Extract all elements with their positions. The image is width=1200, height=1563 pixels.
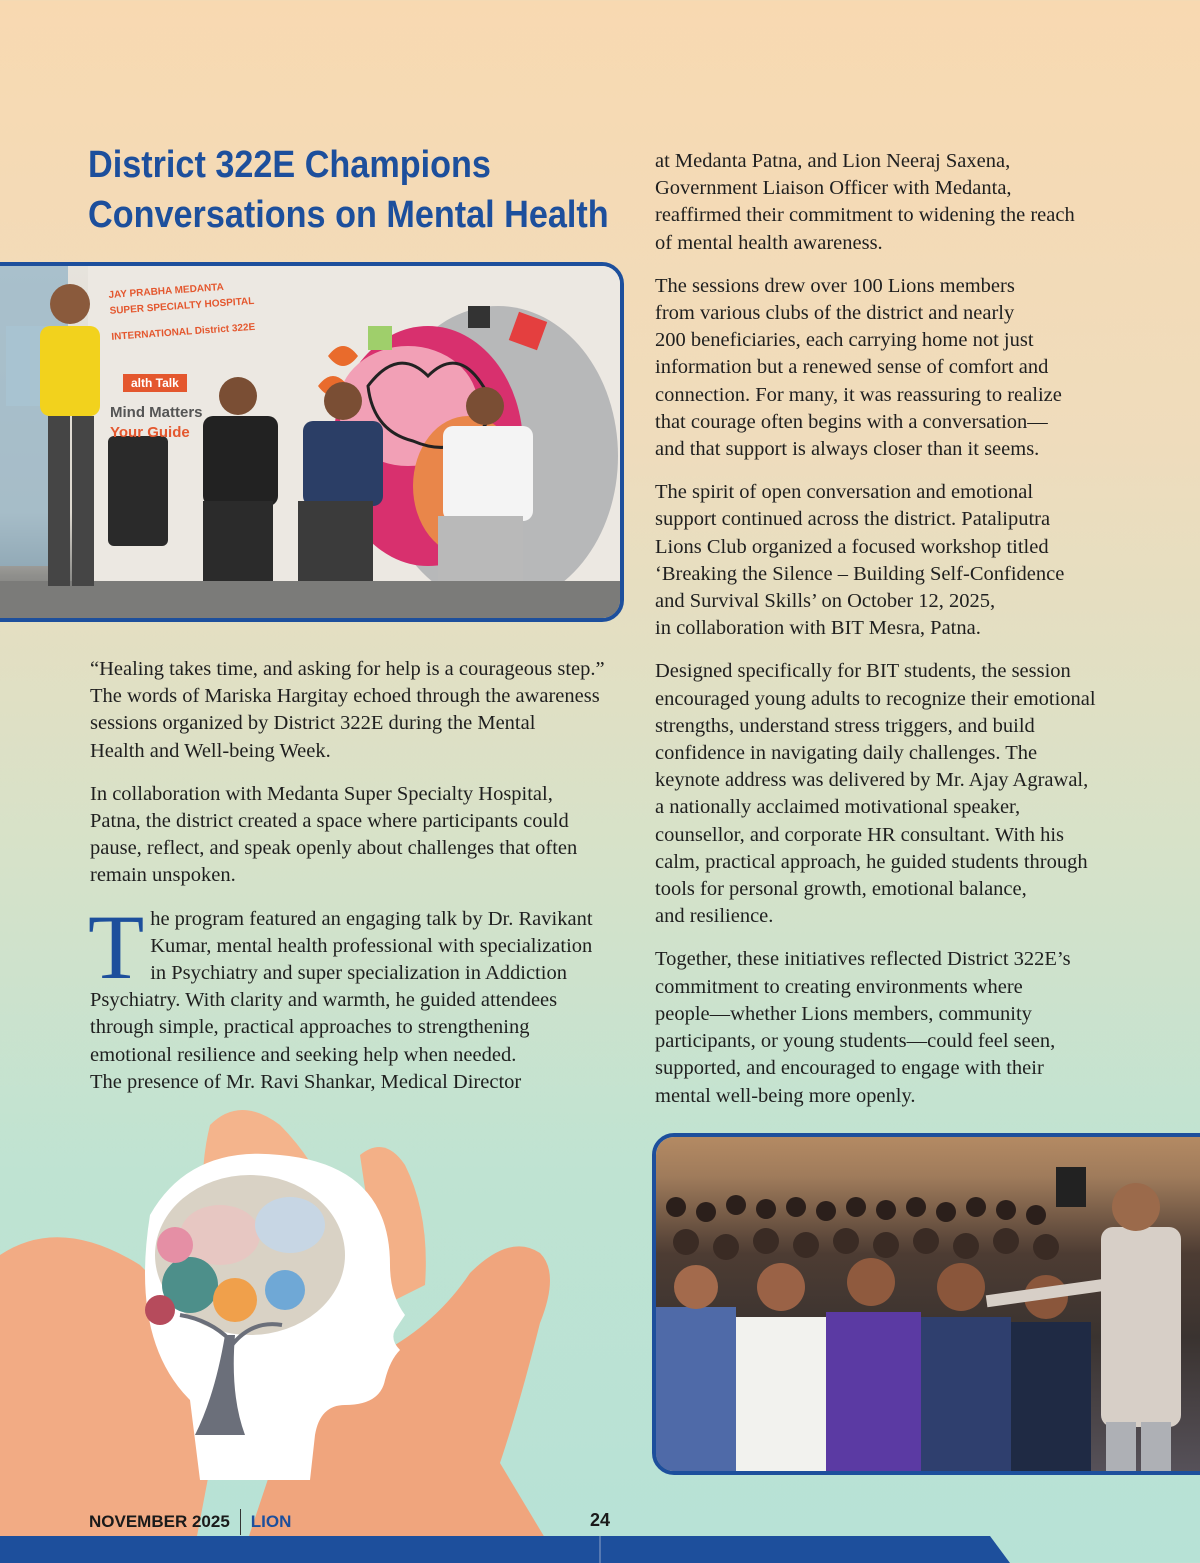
- right-paragraph-1: [655, 148, 1125, 257]
- text-line: in collaboration with BIT Mesra, Patna.: [655, 617, 981, 640]
- text-line: Lions Club organized a focused workshop titled: [655, 535, 1049, 558]
- text-line: at Medanta Patna, and Lion Neeraj Saxena,: [655, 150, 1011, 172]
- text-line: 200 beneficiaries, each carrying home not just: [655, 329, 1034, 352]
- text-line: Patna, the district created a space where participants could: [90, 810, 569, 833]
- text-line: in Psychiatry and super specialization in Addiction: [150, 962, 567, 985]
- text-line: confidence in navigating daily challenges. The: [655, 742, 1038, 765]
- text-line: reaffirmed their commitment to widening the reach: [655, 204, 1075, 227]
- text-line: ‘Breaking the Silence – Building Self-Confidence: [655, 562, 1065, 585]
- text-line: Kumar, mental health professional with specialization: [150, 934, 593, 957]
- text-line: In collaboration with Medanta Super Specialty Hospital,: [90, 782, 553, 805]
- banner-title-block: [110, 403, 203, 443]
- banner-tag: alth Talk: [123, 374, 187, 392]
- audience-photo: [652, 1133, 1200, 1475]
- banner-line-1: JAY PRABHA MEDANTA: [108, 281, 225, 301]
- text-line: remain unspoken.: [90, 864, 236, 887]
- text-line: keynote address was delivered by Mr. Ajay Agrawal,: [655, 769, 1089, 792]
- text-line: connection. For many, it was reassuring to realize: [655, 383, 1062, 406]
- text-line: through simple, practical approaches to strengthening: [90, 1016, 530, 1039]
- footer-divider: [240, 1509, 241, 1535]
- text-line: “Healing takes time, and asking for help is a courageous step.”: [90, 658, 605, 680]
- banner-title: Mind Matters: [110, 404, 203, 421]
- drop-cap: T: [88, 895, 145, 998]
- text-line: and Survival Skills’ on October 12, 2025,: [655, 590, 996, 613]
- hands-brain-illustration: [0, 1105, 560, 1563]
- page-number: 24: [589, 1510, 611, 1530]
- text-line: mental well-being more openly.: [655, 1084, 916, 1107]
- text-line: emotional resilience and seeking help when needed.: [90, 1043, 517, 1066]
- right-column: [655, 148, 1125, 1126]
- text-line: The presence of Mr. Ravi Shankar, Medical Director: [90, 1070, 522, 1093]
- text-line: supported, and encouraged to engage with their: [655, 1057, 1044, 1080]
- bottom-bar: [0, 1536, 1200, 1563]
- panel-scene: [0, 266, 624, 622]
- text-line: pause, reflect, and speak openly about challenges that often: [90, 837, 578, 860]
- left-paragraph-3: [88, 895, 630, 1096]
- text-line: support continued across the district. Pataliputra: [655, 508, 1051, 531]
- text-line: Health and Well-being Week.: [90, 739, 331, 762]
- right-paragraph-5: [655, 946, 1125, 1109]
- text-line: that courage often begins with a conversation—: [655, 410, 1048, 433]
- text-line: commitment to creating environments where: [655, 975, 1023, 998]
- text-line: strengths, understand stress triggers, and build: [655, 714, 1035, 737]
- text-line: and resilience.: [655, 905, 774, 928]
- text-line: he program featured an engaging talk by Dr. Ravikant: [150, 907, 593, 930]
- text-line: sessions organized by District 322E during the Mental: [90, 712, 536, 735]
- text-line: encouraged young adults to recognize their emotional: [655, 687, 1096, 710]
- headline-line-2: Conversations on Mental Health: [88, 194, 609, 236]
- text-line: and that support is always closer than it seems.: [655, 438, 1040, 461]
- text-line: from various clubs of the district and nearly: [655, 302, 1015, 325]
- text-line: information but a renewed sense of comfort and: [655, 356, 1049, 379]
- text-line: counsellor, and corporate HR consultant. With his: [655, 823, 1065, 846]
- banner-subtitle: Your Guide: [110, 424, 190, 441]
- banner-line-2: SUPER SPECIALTY HOSPITAL: [109, 295, 255, 317]
- headline-line-1: District 322E Champions: [88, 144, 491, 186]
- text-line: of mental health awareness.: [655, 231, 883, 254]
- left-paragraph-2: [90, 781, 630, 890]
- text-line: people—whether Lions members, community: [655, 1002, 1032, 1025]
- text-line: The spirit of open conversation and emotional: [655, 481, 1034, 504]
- text-line: Psychiatry. With clarity and warmth, he guided attendees: [90, 989, 558, 1012]
- text-line: a nationally acclaimed motivational speaker,: [655, 796, 1021, 819]
- audience-scene: [656, 1137, 1200, 1475]
- issue-date: NOVEMBER 2025: [89, 1512, 230, 1531]
- text-line: calm, practical approach, he guided students through: [655, 850, 1088, 873]
- text-line: The words of Mariska Hargitay echoed through the awareness: [90, 685, 600, 708]
- text-line: The sessions drew over 100 Lions members: [655, 274, 1015, 297]
- right-paragraph-3: [655, 479, 1125, 642]
- left-column: [90, 656, 630, 1112]
- page-footer: [89, 1510, 291, 1534]
- magazine-name: LION: [250, 1512, 292, 1531]
- text-line: Designed specifically for BIT students, the session: [655, 660, 1071, 683]
- text-line: Together, these initiatives reflected District 322E’s: [655, 948, 1071, 971]
- text-line: Government Liaison Officer with Medanta,: [655, 177, 1012, 200]
- article-headline: [88, 140, 609, 240]
- banner-line-3: INTERNATIONAL District 322E: [111, 321, 256, 343]
- text-line: participants, or young students—could feel seen,: [655, 1030, 1056, 1053]
- right-paragraph-4: [655, 658, 1125, 930]
- left-paragraph-1: [90, 656, 630, 765]
- text-line: tools for personal growth, emotional balance,: [655, 878, 1027, 901]
- right-paragraph-2: [655, 273, 1125, 463]
- banner-text: [108, 278, 257, 346]
- panel-discussion-photo: [0, 262, 624, 622]
